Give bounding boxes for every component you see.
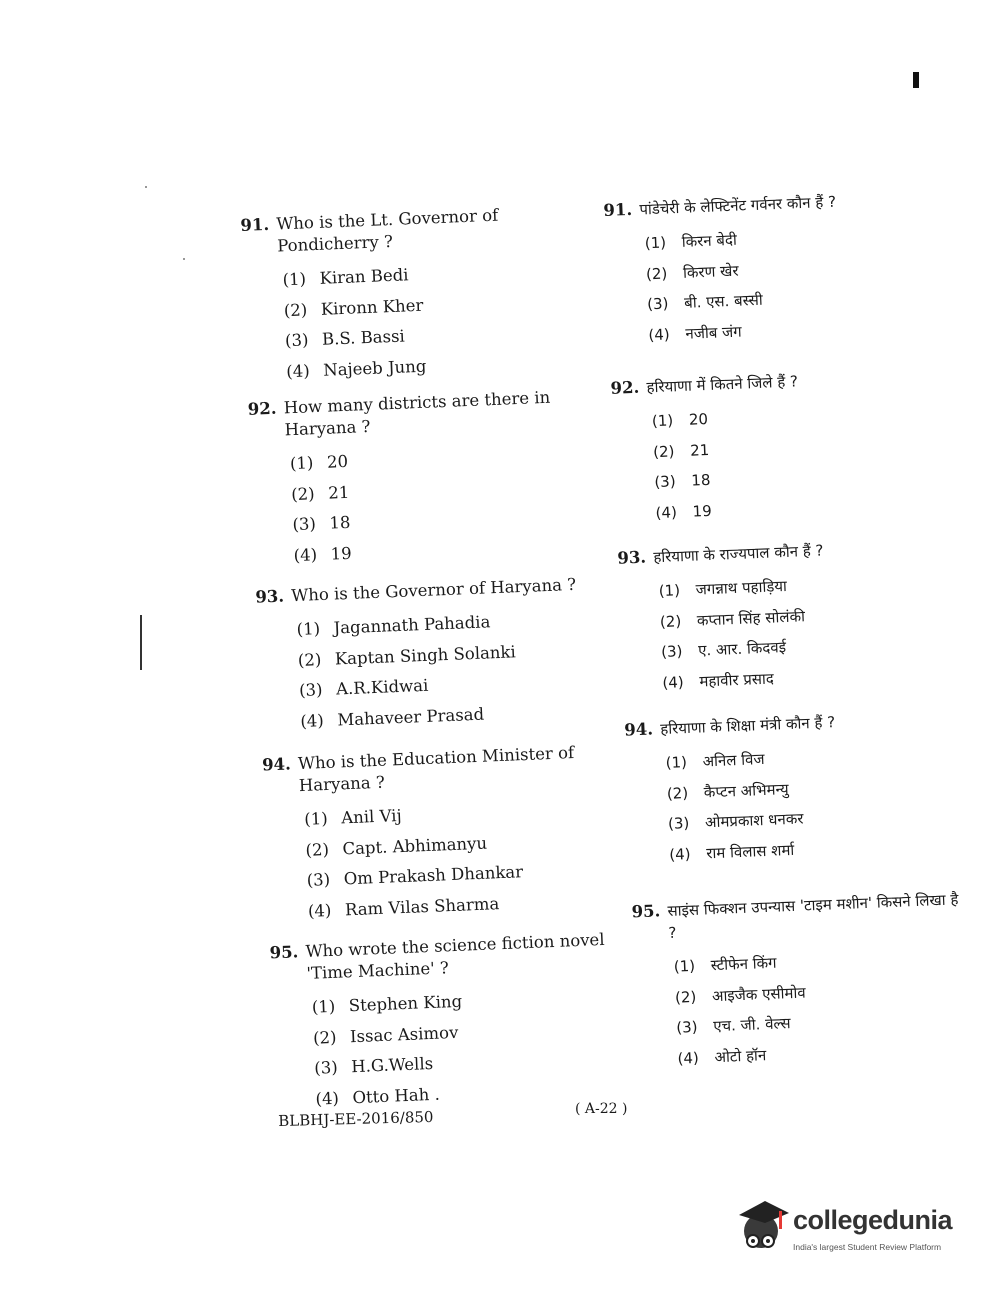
- question-stem: [240, 201, 601, 259]
- option-number: (4): [662, 672, 685, 692]
- option-text: Kironn Kher: [320, 295, 424, 319]
- option-text: ओटो हॉन: [714, 1045, 767, 1066]
- option-text: 18: [329, 513, 351, 533]
- speck: [145, 186, 147, 188]
- question-1: [603, 187, 939, 352]
- option-number: (2): [290, 483, 315, 504]
- option-text: A.R.Kidwai: [335, 676, 429, 699]
- corner-mark: [913, 72, 919, 88]
- option-number: (4): [648, 325, 671, 345]
- question-stem: [262, 740, 623, 798]
- option-text: H.G.Wells: [350, 1054, 434, 1077]
- logo-tagline: India's largest Student Review Platform: [793, 1242, 942, 1252]
- option-number: (4): [315, 1088, 340, 1109]
- question-stem: [255, 572, 616, 608]
- question-stem: [603, 187, 934, 222]
- collegedunia-logo: [735, 1197, 960, 1257]
- option-text: Ram Vilas Sharma: [344, 893, 500, 920]
- option-number: (3): [284, 330, 309, 351]
- option-text: Kiran Bedi: [319, 265, 409, 289]
- option-number: (3): [660, 642, 683, 662]
- option-number: (1): [289, 453, 314, 474]
- question-stem: [631, 888, 962, 945]
- question-text: हरियाणा के राज्यपाल कौन हैं ?: [653, 541, 824, 567]
- question-number: 93.: [254, 586, 285, 607]
- option-number: (4): [293, 544, 318, 565]
- question-1: [240, 201, 607, 389]
- option-number: (3): [667, 814, 690, 834]
- margin-mark: [140, 615, 142, 670]
- option-list: [311, 980, 636, 1115]
- option-list: [282, 253, 607, 388]
- question-stem: [610, 365, 941, 400]
- option-text: अनिल विज: [702, 750, 765, 771]
- option-text: Najeeb Jung: [322, 356, 427, 380]
- option-number: (1): [282, 269, 307, 290]
- question-number: 91.: [240, 214, 270, 235]
- option-number: (1): [311, 997, 336, 1017]
- question-text: Who is the Lt. Governor of Pondicherry ?: [276, 205, 499, 256]
- question-number: 95.: [269, 942, 299, 963]
- option-number: (2): [652, 442, 675, 461]
- option-text: कैप्टन अभिमन्यु: [703, 779, 789, 802]
- option-number: (2): [674, 987, 697, 1007]
- option-text: Kaptan Singh Solanki: [334, 642, 517, 669]
- question-text: Who is the Education Minister of Haryana ?: [297, 743, 575, 796]
- speck: [183, 258, 185, 260]
- option-text: 18: [690, 471, 711, 490]
- option-number: (1): [665, 753, 688, 773]
- question-text: Who is the Governor of Haryana ?: [290, 574, 577, 606]
- page-number: ( A-22 ): [575, 1101, 628, 1117]
- option-text: Otto Hah .: [352, 1084, 441, 1107]
- option-text: ओमप्रकाश धनकर: [704, 809, 804, 832]
- question-number: 92.: [610, 377, 640, 398]
- option-text: राम विलास शर्मा: [705, 840, 795, 863]
- option-number: (4): [307, 900, 332, 921]
- question-text: हरियाणा के शिक्षा मंत्री कौन हैं ?: [659, 713, 836, 739]
- question-text: हरियाणा में कितने जिले हैं ?: [646, 372, 799, 397]
- option-number: (4): [655, 503, 678, 522]
- logo-wordmark: collegedunia: [793, 1205, 953, 1235]
- option-number: (3): [306, 870, 331, 891]
- option-text: महावीर प्रसाद: [699, 669, 775, 691]
- option-text: 20: [688, 410, 709, 429]
- option-text: Issac Asimov: [349, 1022, 459, 1046]
- question-number: 92.: [247, 398, 277, 419]
- question-stem: [624, 706, 955, 741]
- question-stem: [269, 928, 630, 986]
- option-number: (3): [313, 1058, 339, 1078]
- option-number: (1): [673, 957, 696, 977]
- option-number: (2): [305, 839, 330, 860]
- option-number: (4): [285, 361, 311, 382]
- option-number: (3): [646, 294, 669, 314]
- option-text: Capt. Abhimanyu: [342, 833, 488, 859]
- option-number: (2): [283, 300, 308, 321]
- option-list: [665, 736, 960, 870]
- option-list: [673, 940, 968, 1074]
- question-number: 93.: [617, 547, 647, 568]
- option-number: (3): [292, 514, 317, 535]
- option-text: 20: [326, 452, 349, 472]
- question-4: [624, 706, 960, 871]
- option-list: [296, 602, 621, 737]
- option-number: (1): [296, 619, 321, 640]
- option-number: (1): [651, 411, 674, 431]
- option-text: 19: [692, 501, 713, 521]
- option-text: कप्तान सिंह सोलंकी: [696, 606, 806, 630]
- question-text: How many districts are there in Haryana ?: [283, 387, 551, 440]
- option-text: जगन्नाथ पहाड़िया: [695, 577, 788, 599]
- option-list: [651, 395, 946, 529]
- option-list: [289, 436, 614, 571]
- option-number: (3): [298, 680, 323, 701]
- question-2: [610, 365, 946, 530]
- option-text: Anil Vij: [340, 806, 402, 828]
- option-text: Om Prakash Dhankar: [343, 862, 524, 889]
- question-number: 91.: [603, 199, 633, 220]
- option-text: बी. एस. बस्सी: [683, 290, 764, 313]
- option-text: 19: [330, 543, 353, 564]
- option-number: (4): [677, 1048, 700, 1068]
- option-number: (2): [312, 1027, 337, 1048]
- option-number: (1): [644, 233, 667, 253]
- question-number: 94.: [261, 754, 292, 775]
- student-mascot-icon: [735, 1197, 791, 1257]
- option-number: (2): [659, 611, 682, 631]
- option-list: [658, 564, 953, 698]
- question-3: [255, 572, 621, 738]
- option-text: B.S. Bassi: [321, 326, 406, 350]
- option-number: (1): [303, 809, 329, 830]
- option-number: (4): [668, 844, 691, 864]
- option-text: Jagannath Pahadia: [333, 612, 491, 638]
- question-text: पांडेचेरी के लेफ्टिनेंट गर्वनर कौन हैं ?: [639, 192, 837, 219]
- option-number: (3): [654, 472, 676, 492]
- english-questions: [240, 201, 636, 1117]
- question-3: [617, 534, 953, 699]
- question-4: [262, 740, 629, 928]
- option-text: ए. आर. किदवई: [697, 638, 787, 660]
- question-5: [269, 928, 636, 1116]
- question-2: [247, 384, 614, 572]
- option-number: (2): [645, 264, 668, 284]
- option-text: Mahaveer Prasad: [336, 704, 485, 730]
- question-stem: [617, 534, 948, 569]
- option-list: [304, 792, 629, 927]
- option-number: (3): [675, 1018, 698, 1037]
- option-text: स्टीफेन किंग: [710, 953, 777, 975]
- question-number: 94.: [623, 719, 654, 740]
- option-text: 21: [327, 482, 350, 503]
- question-stem: [247, 384, 608, 442]
- option-text: आइजैक एसीमोव: [711, 983, 806, 1006]
- paper-code: BLBHJ-EE-2016/850: [278, 1107, 434, 1130]
- option-number: (2): [297, 649, 322, 670]
- option-text: Stephen King: [348, 991, 463, 1016]
- option-number: (2): [666, 783, 689, 803]
- option-text: नजीब जंग: [685, 322, 742, 343]
- option-number: (1): [658, 581, 681, 601]
- question-text: साइंस फिक्शन उपन्यास 'टाइम मशीन' किसने लिखा है ?: [667, 890, 959, 942]
- option-text: किरन बेदी: [681, 230, 738, 252]
- option-text: एच. जी. वेल्स: [712, 1014, 791, 1036]
- option-list: [644, 217, 939, 351]
- option-text: किरण खेर: [682, 261, 739, 282]
- question-text: Who wrote the science fiction novel 'Time Machine' ?: [305, 929, 605, 983]
- option-text: 21: [689, 440, 710, 460]
- question-number: 95.: [631, 901, 661, 922]
- hindi-questions: [603, 187, 968, 1076]
- option-number: (4): [299, 710, 325, 731]
- question-5: [631, 888, 968, 1075]
